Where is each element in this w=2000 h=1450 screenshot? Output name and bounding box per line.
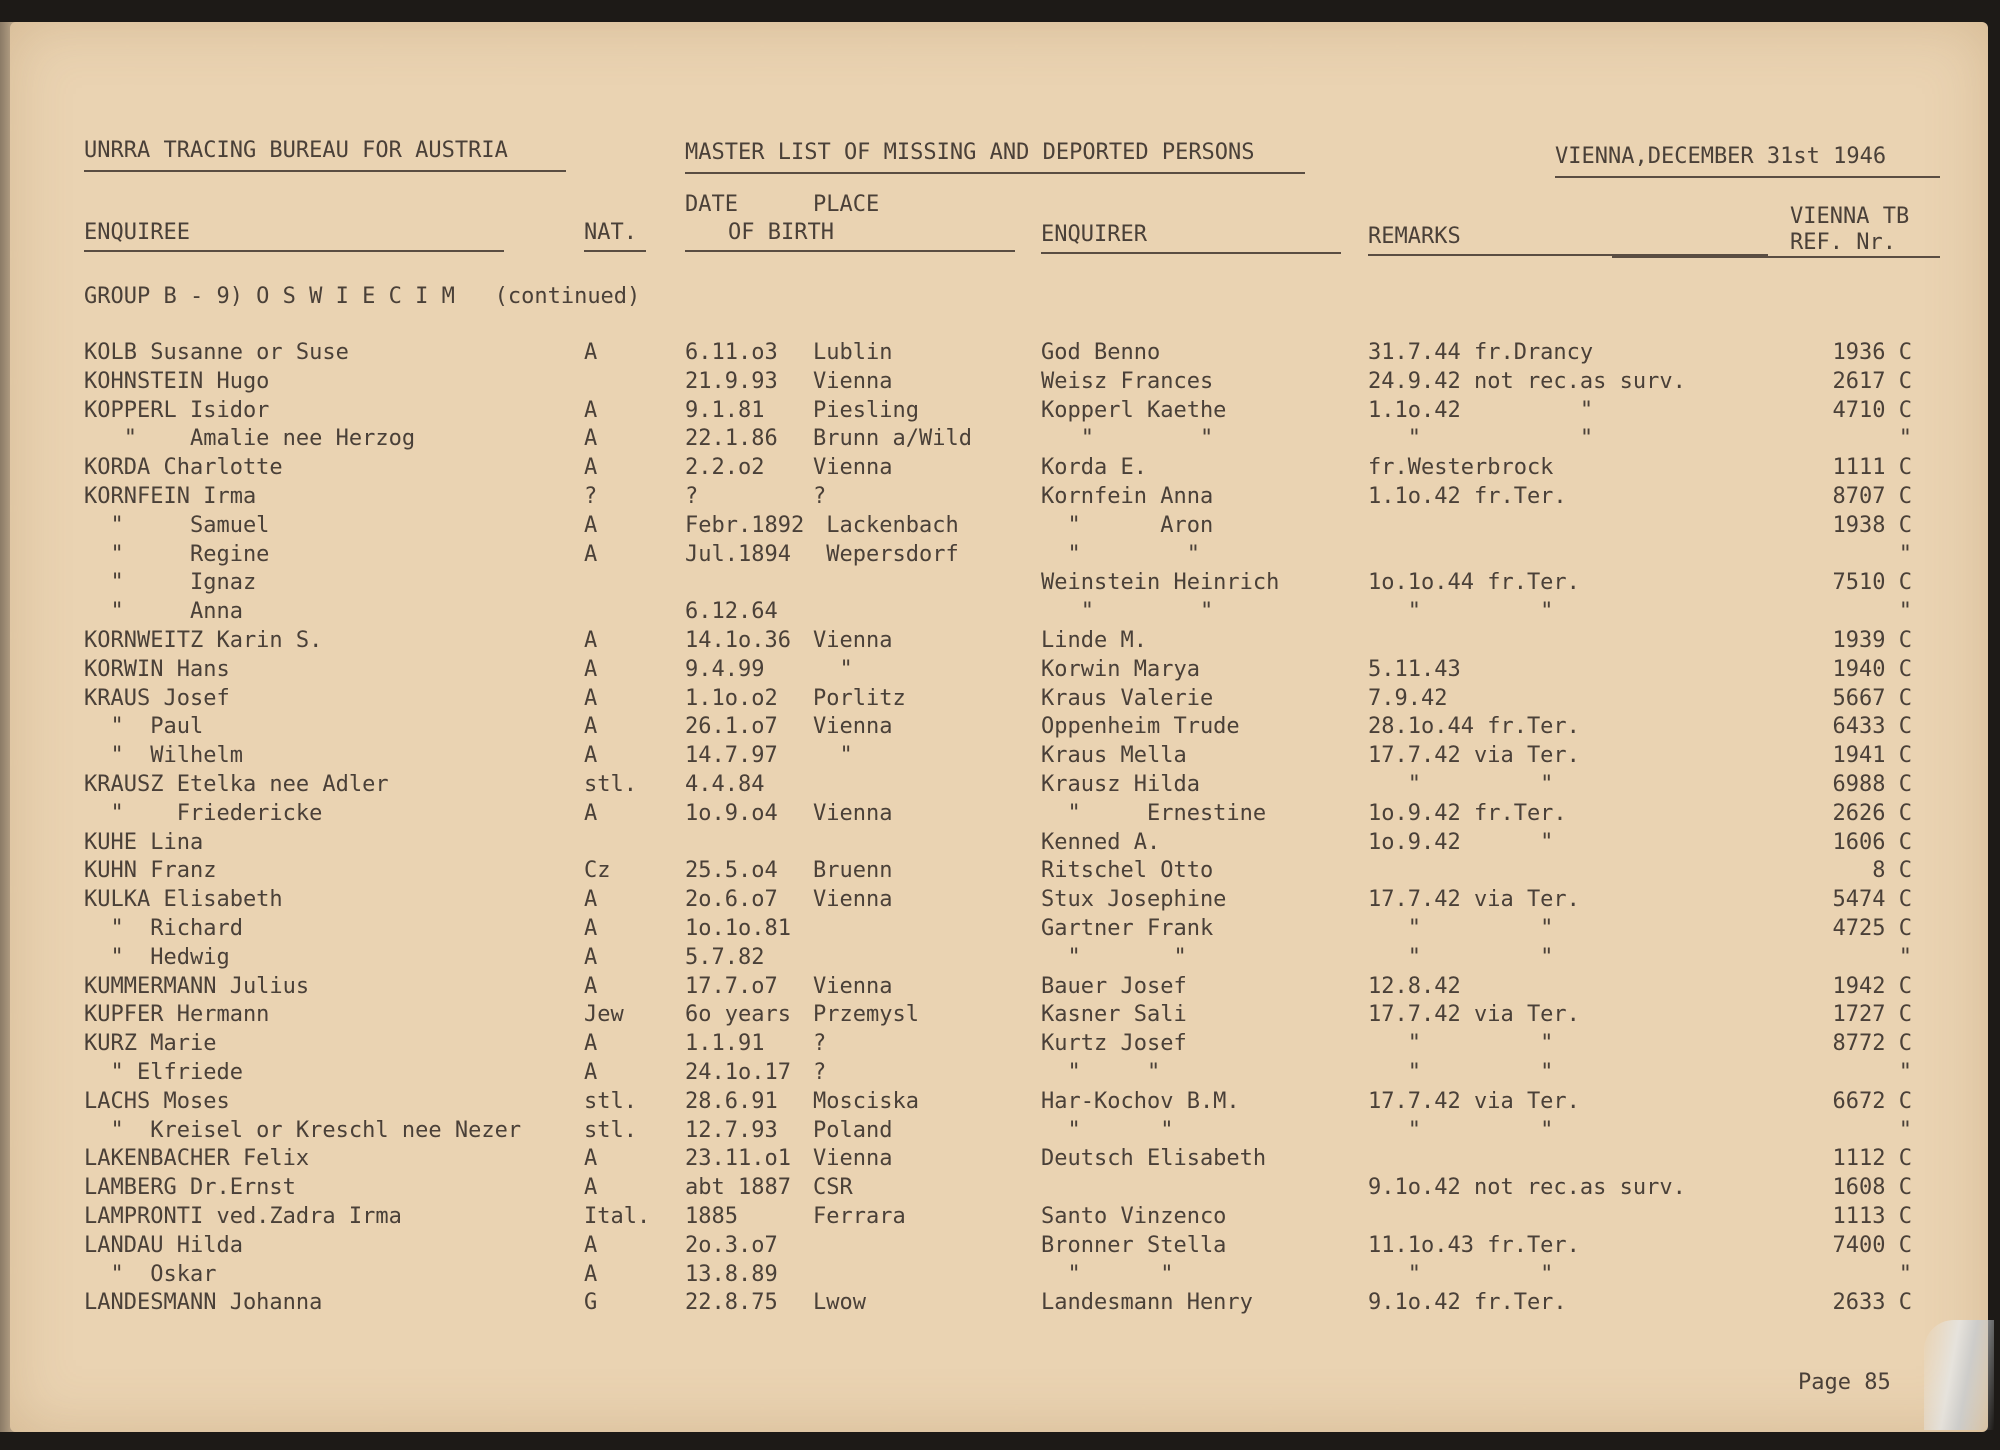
enquirer-cell: Linde M. (1041, 628, 1147, 653)
nationality-cell: stl. (584, 1088, 637, 1114)
ref-number-cell: 8707 C (1832, 484, 1912, 509)
enquiree-cell: KUMMERMANN Julius (84, 973, 310, 999)
enquirer-cell: " " (1041, 1117, 1174, 1143)
nationality-cell: A (584, 1060, 598, 1085)
remarks-cell: " " (1368, 1117, 1554, 1143)
birth-place-cell: Vienna (813, 973, 893, 999)
table-row (10, 830, 1988, 859)
enquirer-cell: " Aron (1041, 512, 1214, 538)
enquirer-cell: " " (1041, 1261, 1174, 1287)
remarks-cell: 1.1o.42 " (1368, 397, 1594, 423)
table-row (10, 1290, 1988, 1319)
enquiree-cell: " Elfriede (84, 1060, 243, 1085)
enquiree-cell: KRAUS Josef (84, 685, 230, 711)
birth-date-cell: 5.7.82 (685, 944, 765, 970)
remarks-cell: " " (1368, 772, 1554, 797)
birth-place-cell: ? (813, 1031, 827, 1057)
table-row (10, 1002, 1988, 1031)
org-title: UNRRA TRACING BUREAU FOR AUSTRIA (84, 138, 508, 163)
remarks-cell: " " (1368, 1261, 1554, 1287)
enquiree-cell: LANDESMANN Johanna (84, 1290, 323, 1316)
birth-date-cell: Jul.1894 (685, 541, 791, 567)
nationality-cell: Jew (584, 1002, 624, 1028)
nationality-cell: stl. (584, 1117, 637, 1143)
birth-place-cell: Vienna (813, 800, 893, 826)
page-clip (1924, 1320, 1994, 1430)
table-row (10, 599, 1988, 628)
birth-place-cell: ? (813, 484, 827, 509)
enquiree-cell: KOLB Susanne or Suse (84, 340, 349, 365)
table-row (10, 1146, 1988, 1175)
table-row (10, 743, 1988, 772)
nationality-cell: ? (584, 484, 598, 509)
remarks-cell: 17.7.42 via Ter. (1368, 1002, 1580, 1028)
enquiree-cell: " Richard (84, 916, 243, 941)
enquirer-cell: Kopperl Kaethe (1041, 397, 1227, 423)
table-row (10, 1060, 1988, 1089)
nationality-cell: A (584, 916, 598, 941)
birth-place-cell: " (813, 656, 853, 682)
table-row (10, 340, 1988, 369)
birth-place-cell: Lackenbach (813, 512, 959, 538)
enquirer-cell: Stux Josephine (1041, 887, 1227, 913)
enquirer-cell: Kasner Sali (1041, 1002, 1187, 1028)
ref-number-cell: " (1898, 1261, 1912, 1287)
nationality-cell: A (584, 1146, 598, 1172)
enquirer-cell: Santo Vinzenco (1041, 1204, 1227, 1229)
table-row (10, 484, 1988, 513)
enquiree-cell: KURZ Marie (84, 1031, 217, 1057)
ref-number-cell: 4710 C (1832, 397, 1912, 423)
remarks-cell: 5.11.43 (1368, 656, 1461, 682)
remarks-cell: fr.Westerbrock (1368, 455, 1554, 481)
ref-number-cell: 8772 C (1832, 1031, 1912, 1057)
ref-number-cell: 5474 C (1832, 887, 1912, 913)
nationality-cell: A (584, 743, 598, 769)
ref-number-cell: 2626 C (1832, 800, 1912, 826)
group-heading: GROUP B - 9) O S W I E C I M (continued) (84, 284, 641, 309)
enquiree-cell: " Amalie nee Herzog (84, 426, 416, 452)
nationality-cell: Cz (584, 858, 611, 884)
ref-number-cell: 2617 C (1832, 368, 1912, 394)
table-row (10, 1089, 1988, 1118)
ref-number-cell: 1727 C (1832, 1002, 1912, 1028)
birth-place-cell: Lwow (813, 1290, 866, 1316)
enquiree-cell: KUPFER Hermann (84, 1002, 270, 1028)
enquirer-cell: " " (1041, 541, 1200, 567)
enquiree-cell: LAKENBACHER Felix (84, 1146, 310, 1172)
table-row (10, 686, 1988, 715)
birth-place-cell: Porlitz (813, 685, 906, 711)
enquirer-cell: Har-Kochov B.M. (1041, 1088, 1240, 1114)
remarks-cell: " " (1368, 916, 1554, 941)
birth-date-cell: 2o.3.o7 (685, 1232, 778, 1258)
enquirer-cell: Ritschel Otto (1041, 858, 1214, 884)
enquirer-cell: Korda E. (1041, 455, 1147, 481)
nationality-cell: stl. (584, 772, 637, 797)
birth-date-cell: 13.8.89 (685, 1261, 778, 1287)
remarks-cell: 17.7.42 via Ter. (1368, 887, 1580, 913)
ref-number-cell: " (1898, 541, 1912, 567)
birth-date-cell: 2o.6.o7 (685, 887, 778, 913)
enquirer-cell: Krausz Hilda (1041, 772, 1200, 797)
birth-date-cell: 26.1.o7 (685, 714, 778, 740)
date-line-underline (1555, 176, 1940, 178)
remarks-cell: 17.7.42 via Ter. (1368, 743, 1580, 769)
birth-date-cell: 9.4.99 (685, 656, 765, 682)
birth-place-cell: CSR (813, 1175, 853, 1201)
birth-place-cell: Vienna (813, 714, 893, 740)
ref-number-cell: 1606 C (1832, 829, 1912, 855)
ref-number-cell: 1111 C (1832, 455, 1912, 481)
remarks-cell: 17.7.42 via Ter. (1368, 1088, 1580, 1114)
birth-date-cell: 23.11.o1 (685, 1146, 791, 1172)
enquirer-cell: Oppenheim Trude (1041, 714, 1240, 740)
nationality-cell: G (584, 1290, 598, 1316)
nationality-cell: A (584, 714, 598, 740)
remarks-cell: " " (1368, 426, 1594, 452)
remarks-cell: 7.9.42 (1368, 685, 1448, 711)
birth-date-cell: 24.1o.17 (685, 1060, 791, 1085)
remarks-cell: 1o.9.42 fr.Ter. (1368, 800, 1567, 826)
table-row (10, 369, 1988, 398)
remarks-cell: 12.8.42 (1368, 973, 1461, 999)
ref-number-cell: 4725 C (1832, 916, 1912, 941)
birth-place-cell: Przemysl (813, 1002, 919, 1028)
birth-date-cell: 2.2.o2 (685, 455, 765, 481)
nationality-cell: A (584, 973, 598, 999)
enquiree-cell: " Friedericke (84, 800, 323, 826)
birth-date-cell: 21.9.93 (685, 368, 778, 394)
table-row (10, 858, 1988, 887)
date-line: VIENNA,DECEMBER 31st 1946 (1555, 144, 1887, 169)
remarks-cell: 28.1o.44 fr.Ter. (1368, 714, 1580, 740)
ref-number-cell: 1942 C (1832, 973, 1912, 999)
enquirer-cell: " " (1041, 426, 1214, 452)
nationality-cell: A (584, 656, 598, 682)
ref-number-cell: 1939 C (1832, 628, 1912, 653)
nationality-cell: A (584, 800, 598, 826)
birth-date-cell: 12.7.93 (685, 1117, 778, 1143)
enquiree-cell: LAMPRONTI ved.Zadra Irma (84, 1204, 402, 1229)
enquiree-cell: " Anna (84, 599, 243, 625)
remarks-cell: 9.1o.42 not rec.as surv. (1368, 1175, 1686, 1201)
nationality-cell: A (584, 685, 598, 711)
enquiree-cell: LACHS Moses (84, 1088, 230, 1114)
ref-number-cell: 7510 C (1832, 570, 1912, 596)
birth-date-cell: 6.12.64 (685, 599, 778, 625)
enquiree-cell: KUHN Franz (84, 858, 217, 884)
birth-date-cell: 17.7.o7 (685, 973, 778, 999)
ref-number-cell: " (1898, 599, 1912, 625)
col-enquiree: ENQUIREE (84, 220, 190, 245)
birth-place-cell: Vienna (813, 368, 893, 394)
birth-place-cell: " (813, 743, 853, 769)
enquirer-cell: Weinstein Heinrich (1041, 570, 1280, 596)
birth-place-cell: ? (813, 1060, 827, 1085)
enquirer-cell: Kenned A. (1041, 829, 1161, 855)
ref-number-cell: " (1898, 944, 1912, 970)
table-row (10, 455, 1988, 484)
nationality-cell: A (584, 340, 598, 365)
ref-number-cell: 1940 C (1832, 656, 1912, 682)
enquiree-cell: KULKA Elisabeth (84, 887, 283, 913)
nationality-cell: A (584, 455, 598, 481)
enquirer-cell: Bauer Josef (1041, 973, 1187, 999)
ref-number-cell: 1941 C (1832, 743, 1912, 769)
ref-number-cell: 6988 C (1832, 772, 1912, 797)
birth-date-cell: 22.1.86 (685, 426, 778, 452)
nationality-cell: A (584, 512, 598, 538)
birth-date-cell: 1885 (685, 1204, 738, 1229)
org-title-underline (84, 170, 566, 172)
ref-number-cell: " (1898, 1060, 1912, 1085)
remarks-cell: 1o.9.42 " (1368, 829, 1554, 855)
remarks-cell: 31.7.44 fr.Drancy (1368, 340, 1594, 365)
remarks-cell: 24.9.42 not rec.as surv. (1368, 368, 1686, 394)
enquirer-cell: Weisz Frances (1041, 368, 1214, 394)
table-row (10, 426, 1988, 455)
enquirer-cell: Kraus Valerie (1041, 685, 1214, 711)
enquirer-cell: God Benno (1041, 340, 1161, 365)
birth-place-cell: Mosciska (813, 1088, 919, 1114)
ref-number-cell: 1608 C (1832, 1175, 1912, 1201)
table-row (10, 1262, 1988, 1291)
nationality-cell: A (584, 1175, 598, 1201)
birth-date-cell: 1.1.91 (685, 1031, 765, 1057)
ref-number-cell: 5667 C (1832, 685, 1912, 711)
table-row (10, 1031, 1988, 1060)
table-row (10, 916, 1988, 945)
enquirer-cell: " " (1041, 1060, 1161, 1085)
enquiree-cell: " Wilhelm (84, 743, 243, 769)
table-row (10, 945, 1988, 974)
enquiree-cell: KOHNSTEIN Hugo (84, 368, 270, 394)
birth-date-cell: Febr.1892 (685, 512, 805, 538)
birth-date-cell: 14.7.97 (685, 743, 778, 769)
enquirer-cell: Bronner Stella (1041, 1232, 1227, 1258)
ref-number-cell: " (1898, 1117, 1912, 1143)
birth-place-cell: Bruenn (813, 858, 893, 884)
list-title: MASTER LIST OF MISSING AND DEPORTED PERSONS (685, 140, 1255, 165)
birth-date-cell: 1o.9.o4 (685, 800, 778, 826)
nationality-cell: A (584, 426, 598, 452)
enquiree-cell: LANDAU Hilda (84, 1232, 243, 1258)
enquiree-cell: " Kreisel or Kreschl nee Nezer (84, 1117, 522, 1143)
remarks-cell: 1o.1o.44 fr.Ter. (1368, 570, 1580, 596)
birth-place-cell: Vienna (813, 455, 893, 481)
birth-place-cell: Lublin (813, 340, 893, 365)
table-row (10, 628, 1988, 657)
ref-underline (1612, 256, 1940, 258)
enquiree-cell: KUHE Lina (84, 829, 204, 855)
enquirer-cell: " " (1041, 944, 1187, 970)
table-row (10, 1204, 1988, 1233)
nationality-cell: A (584, 1232, 598, 1258)
table-row (10, 1233, 1988, 1262)
ref-number-cell: " (1898, 426, 1912, 452)
ref-number-cell: 1936 C (1832, 340, 1912, 365)
nationality-cell: A (584, 541, 598, 567)
col-place: PLACE (813, 192, 880, 217)
birth-underline (685, 250, 1015, 252)
remarks-cell: " " (1368, 944, 1554, 970)
nat-underline (584, 250, 646, 252)
col-vienna-tb: VIENNA TB (1790, 204, 1910, 229)
enquirer-cell: Korwin Marya (1041, 656, 1200, 682)
remarks-cell: " " (1368, 1031, 1554, 1057)
birth-date-cell: 22.8.75 (685, 1290, 778, 1316)
enquiree-cell: " Ignaz (84, 570, 257, 596)
nationality-cell: A (584, 628, 598, 653)
birth-place-cell: Vienna (813, 887, 893, 913)
birth-date-cell: 25.5.o4 (685, 858, 778, 884)
enquiree-cell: " Oskar (84, 1261, 217, 1287)
enquiree-cell: " Regine (84, 541, 270, 567)
birth-date-cell: 1.1o.o2 (685, 685, 778, 711)
col-remarks: REMARKS (1368, 224, 1461, 249)
birth-date-cell: 14.1o.36 (685, 628, 791, 653)
table-row (10, 657, 1988, 686)
birth-place-cell: Wepersdorf (813, 541, 959, 567)
enquiree-underline (84, 250, 504, 252)
enquirer-cell: Deutsch Elisabeth (1041, 1146, 1267, 1172)
col-ref-nr: REF. Nr. (1790, 230, 1896, 255)
birth-place-cell: Vienna (813, 1146, 893, 1172)
nationality-cell: A (584, 1261, 598, 1287)
enquirer-underline (1041, 252, 1341, 254)
birth-place-cell: Piesling (813, 397, 919, 423)
page-number: Page 85 (1798, 1370, 1891, 1395)
ref-number-cell: 7400 C (1832, 1232, 1912, 1258)
table-row (10, 1175, 1988, 1204)
table-row (10, 801, 1988, 830)
birth-place-cell: Poland (813, 1117, 893, 1143)
enquirer-cell: " Ernestine (1041, 800, 1267, 826)
remarks-cell: " " (1368, 1060, 1554, 1085)
enquiree-cell: KORNWEITZ Karin S. (84, 628, 323, 653)
birth-place-cell: Brunn a/Wild (813, 426, 972, 452)
col-date: DATE (685, 192, 738, 217)
enquiree-cell: " Hedwig (84, 944, 230, 970)
ref-number-cell: 1112 C (1832, 1146, 1912, 1172)
enquirer-cell: Gartner Frank (1041, 916, 1214, 941)
table-row (10, 398, 1988, 427)
birth-place-cell: Ferrara (813, 1204, 906, 1229)
col-enquirer: ENQUIRER (1041, 222, 1147, 247)
nationality-cell: A (584, 1031, 598, 1057)
birth-place-cell: Vienna (813, 628, 893, 653)
col-nat: NAT. (584, 220, 637, 245)
enquirer-cell: " " (1041, 599, 1214, 625)
ref-number-cell: 1938 C (1832, 512, 1912, 538)
enquiree-cell: LAMBERG Dr.Ernst (84, 1175, 296, 1201)
ref-number-cell: 8 C (1872, 858, 1912, 884)
birth-date-cell: 28.6.91 (685, 1088, 778, 1114)
enquiree-cell: " Samuel (84, 512, 270, 538)
table-row (10, 1118, 1988, 1147)
birth-date-cell: abt 1887 (685, 1175, 791, 1201)
enquiree-cell: KRAUSZ Etelka nee Adler (84, 772, 389, 797)
table-row (10, 974, 1988, 1003)
remarks-cell: 11.1o.43 fr.Ter. (1368, 1232, 1580, 1258)
ref-number-cell: 1113 C (1832, 1204, 1912, 1229)
enquirer-cell: Kurtz Josef (1041, 1031, 1187, 1057)
enquirer-cell: Kraus Mella (1041, 743, 1187, 769)
table-row (10, 714, 1988, 743)
enquirer-cell: Kornfein Anna (1041, 484, 1214, 509)
nationality-cell: A (584, 887, 598, 913)
table-row (10, 542, 1988, 571)
birth-date-cell: ? (685, 484, 699, 509)
enquiree-cell: KORDA Charlotte (84, 455, 283, 481)
birth-date-cell: 6.11.o3 (685, 340, 778, 365)
col-of-birth: OF BIRTH (728, 220, 834, 245)
birth-date-cell: 4.4.84 (685, 772, 765, 797)
remarks-cell: 9.1o.42 fr.Ter. (1368, 1290, 1567, 1316)
remarks-cell: 1.1o.42 fr.Ter. (1368, 484, 1567, 509)
birth-date-cell: 1o.1o.81 (685, 916, 791, 941)
nationality-cell: A (584, 397, 598, 423)
table-row (10, 887, 1988, 916)
enquiree-cell: KORNFEIN Irma (84, 484, 257, 509)
remarks-cell: " " (1368, 599, 1554, 625)
birth-date-cell: 9.1.81 (685, 397, 765, 423)
table-row (10, 513, 1988, 542)
table-row (10, 772, 1988, 801)
birth-date-cell: 6o years (685, 1002, 791, 1028)
enquiree-cell: KOPPERL Isidor (84, 397, 270, 423)
ref-number-cell: 2633 C (1832, 1290, 1912, 1316)
list-title-underline (685, 172, 1305, 174)
enquiree-cell: " Paul (84, 714, 204, 740)
ref-number-cell: 6672 C (1832, 1088, 1912, 1114)
enquirer-cell: Landesmann Henry (1041, 1290, 1253, 1316)
ref-number-cell: 6433 C (1832, 714, 1912, 740)
document-page (10, 22, 1988, 1432)
nationality-cell: Ital. (584, 1204, 651, 1229)
table-row (10, 570, 1988, 599)
nationality-cell: A (584, 944, 598, 970)
enquiree-cell: KORWIN Hans (84, 656, 230, 682)
